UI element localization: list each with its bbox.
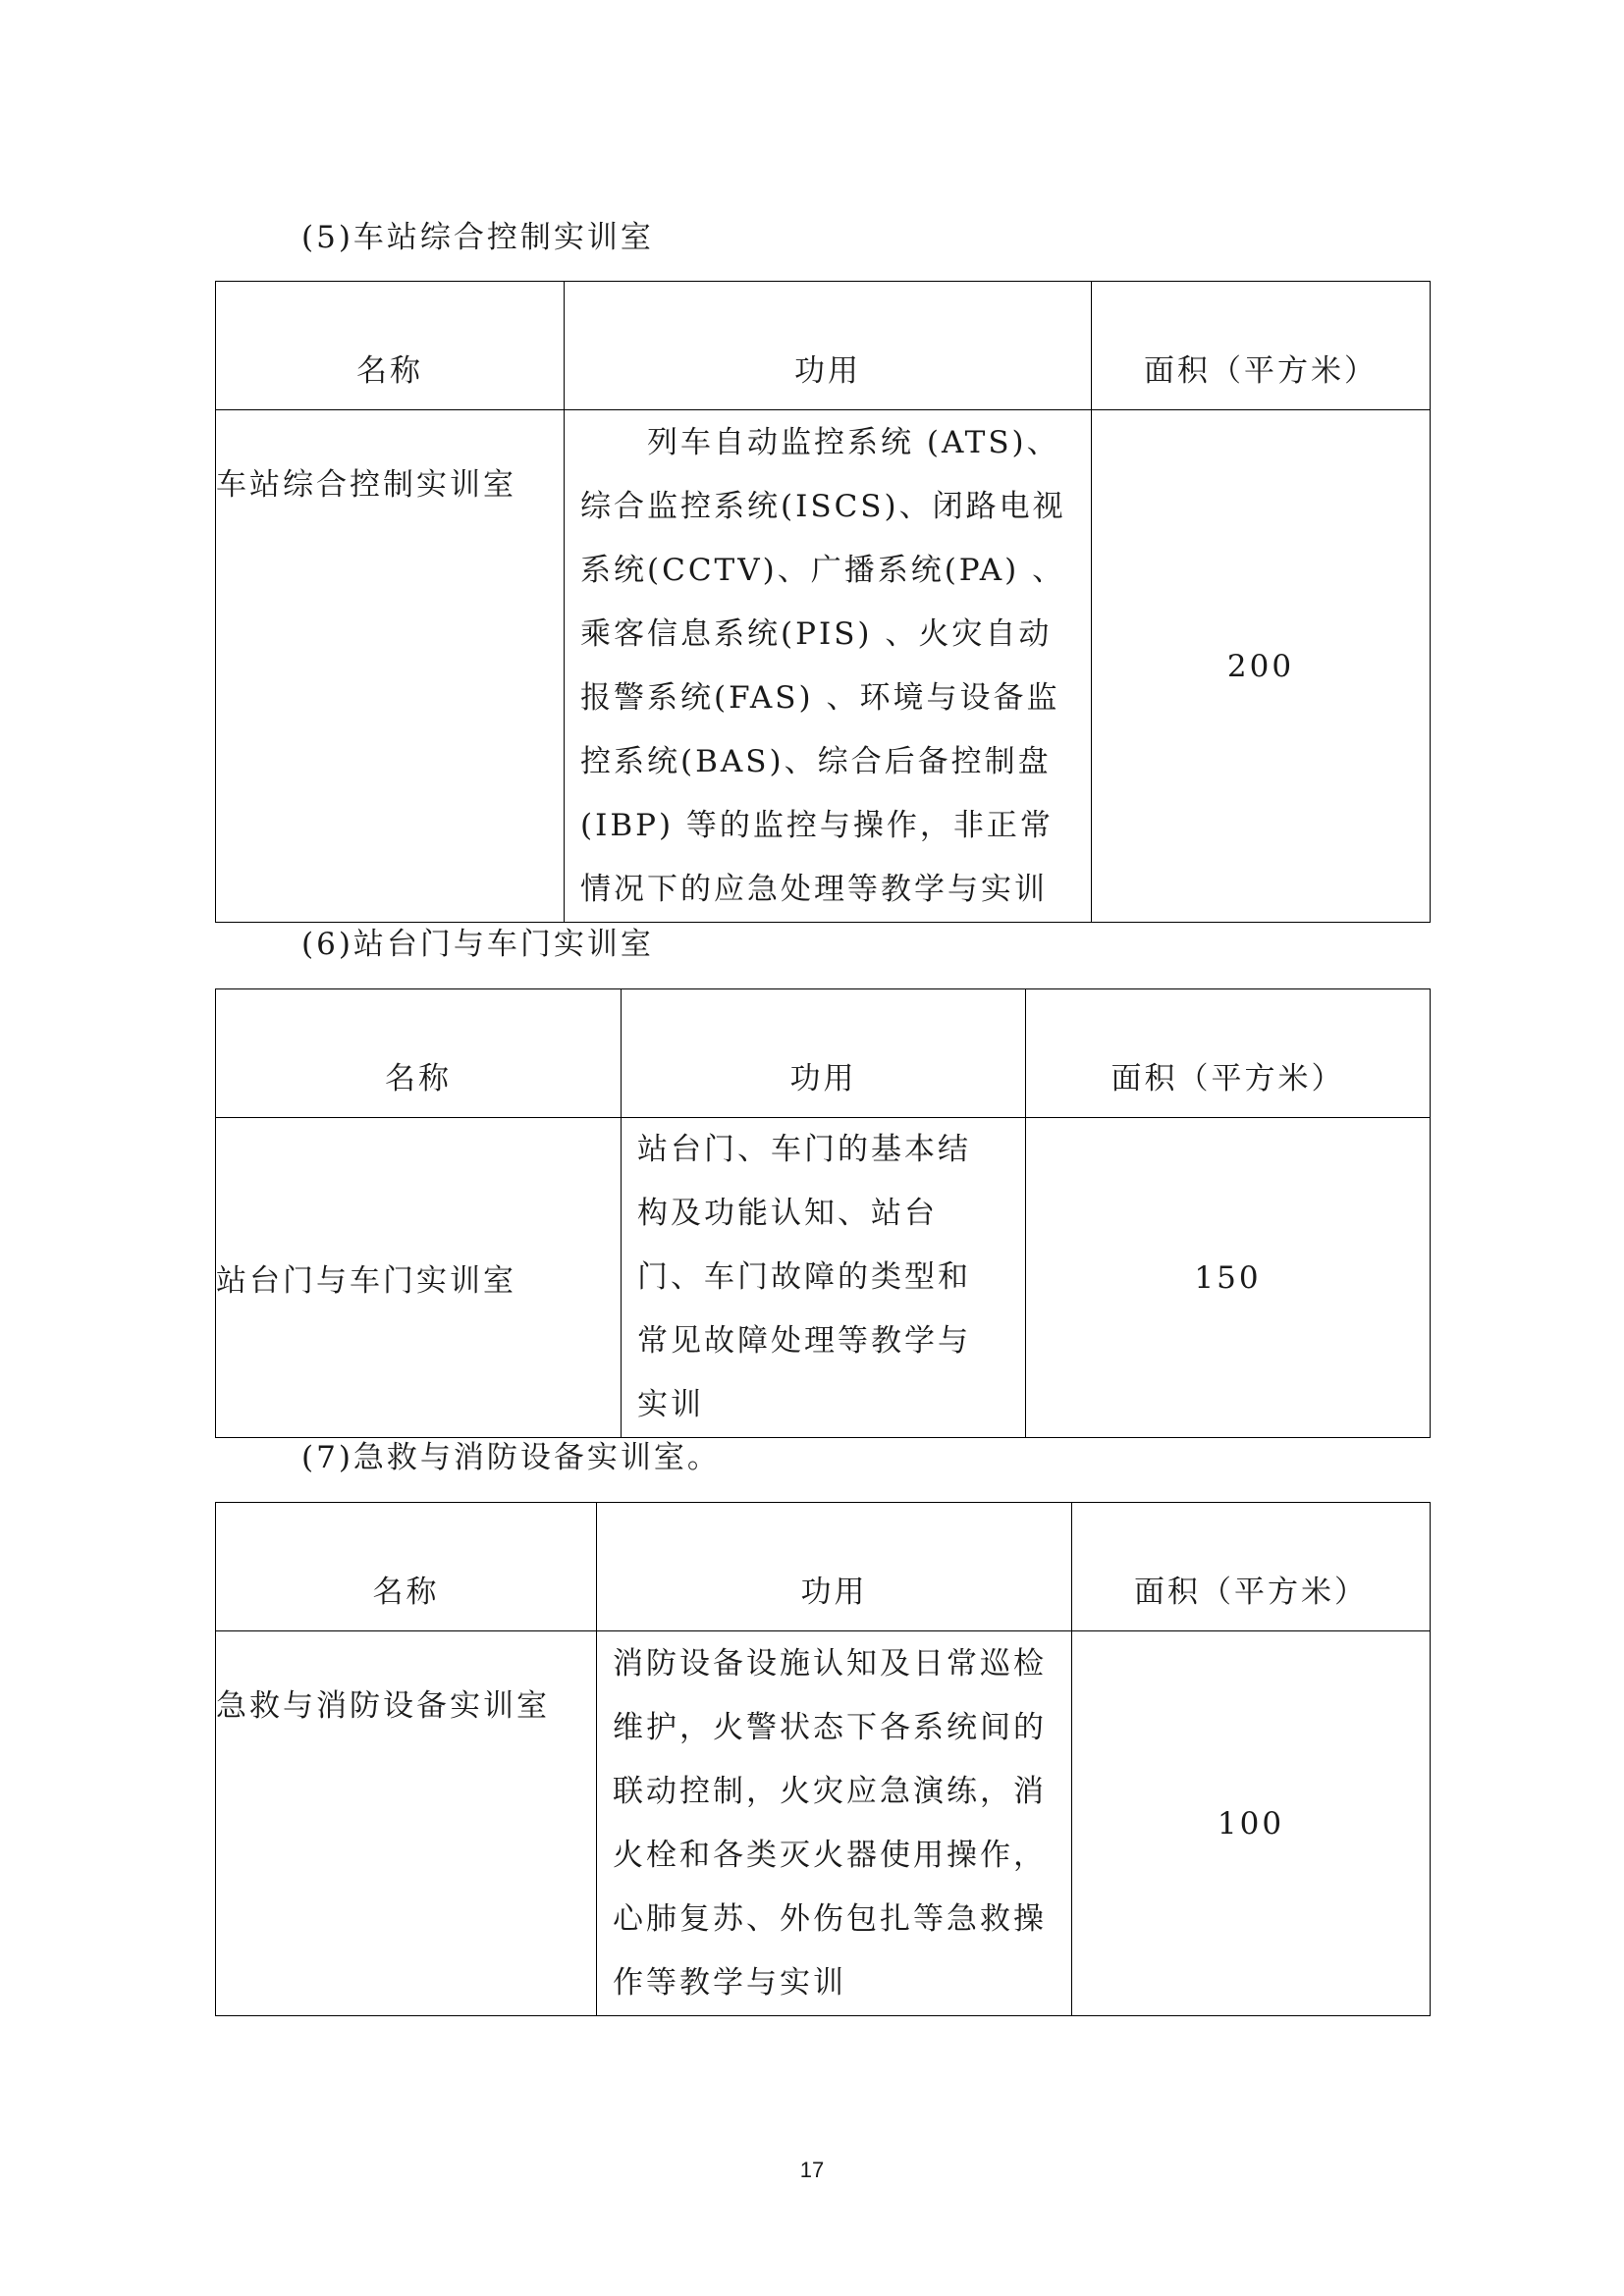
function-line: 控系统(BAS)、综合后备控制盘 [580,743,1052,779]
header-name: 名称 [216,1503,597,1631]
table-row [216,1118,1431,1438]
room-name: 站台门与车门实训室 [216,1118,622,1438]
table-header-row [216,1503,1431,1631]
function-line: 门、车门故障的类型和 [637,1259,971,1295]
function-line: 情况下的应急处理等教学与实训 [580,871,1048,907]
function-line: 常见故障处理等教学与 [637,1323,971,1359]
function-line: 列车自动监控系统 (ATS)、 [580,424,1060,460]
section-6-heading: (6)站台门与车门实训室 [301,927,654,962]
room-name: 急救与消防设备实训室 [216,1631,597,2016]
section-5-heading: (5)车站综合控制实训室 [301,220,654,255]
function-line: 心肺复苏、外伤包扎等急救操 [613,1900,1047,1937]
header-name: 名称 [216,989,622,1118]
function-line: 作等教学与实训 [613,1964,846,2001]
table-header-row [216,282,1431,410]
table-station-control [215,281,1431,923]
header-area: 面积（平方米） [1072,1503,1431,1631]
section-7-heading: (7)急救与消防设备实训室。 [301,1440,721,1475]
room-function [597,1631,1072,2016]
room-name: 车站综合控制实训室 [216,410,565,923]
table-row [216,410,1431,923]
room-function [622,1118,1026,1438]
function-line: 维护，火警状态下各系统间的 [613,1709,1047,1745]
table-header-row [216,989,1431,1118]
room-area: 100 [1072,1631,1431,2016]
function-line: 实训 [637,1387,704,1422]
table-row [216,1631,1431,2016]
header-area: 面积（平方米） [1092,282,1431,410]
function-line: 构及功能认知、站台 [637,1196,938,1231]
function-line: 站台门、车门的基本结 [637,1132,971,1167]
room-function [565,410,1092,923]
room-area: 150 [1026,1118,1431,1438]
header-name: 名称 [216,282,565,410]
function-line: 报警系统(FAS) 、环境与设备监 [580,679,1060,716]
function-line: (IBP) 等的监控与操作，非正常 [580,807,1054,843]
function-line: 联动控制，火灾应急演练，消 [613,1773,1047,1809]
function-line: 乘客信息系统(PIS) 、火灾自动 [580,615,1053,652]
room-area: 200 [1092,410,1431,923]
header-function: 功用 [565,282,1092,410]
table-first-aid-fire [215,1502,1431,2016]
header-function: 功用 [622,989,1026,1118]
table-platform-door [215,988,1431,1438]
page-number: 17 [799,2158,825,2182]
function-line: 消防设备设施认知及日常巡检 [613,1645,1047,1682]
function-line: 综合监控系统(ISCS)、闭路电视 [580,488,1066,524]
header-area: 面积（平方米） [1026,989,1431,1118]
function-line: 火栓和各类灭火器使用操作， [613,1837,1047,1873]
header-function: 功用 [597,1503,1072,1631]
function-line: 系统(CCTV)、广播系统(PA) 、 [580,552,1066,588]
